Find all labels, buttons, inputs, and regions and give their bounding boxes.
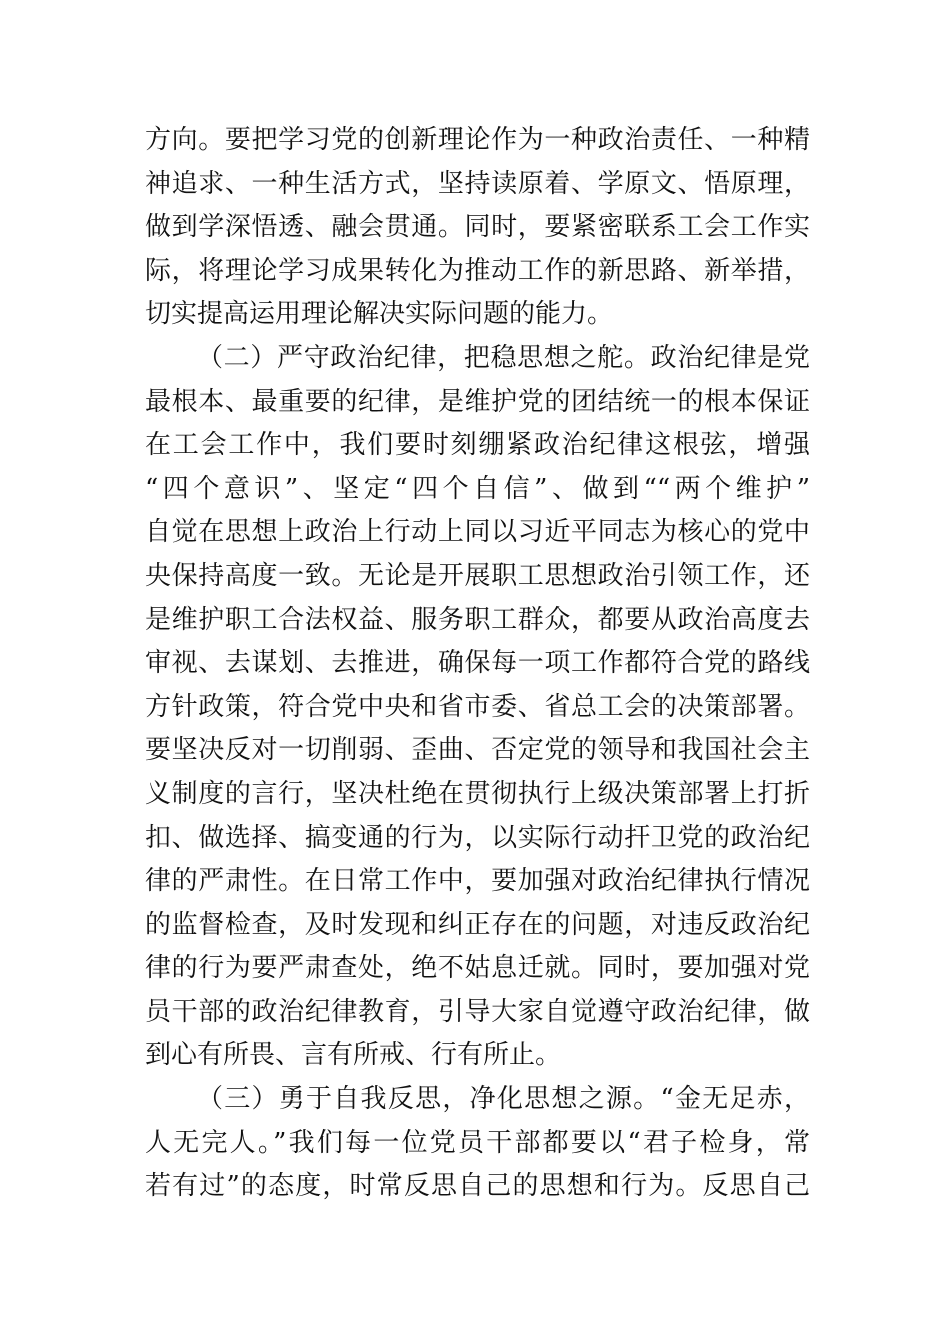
body-text	[145, 119, 810, 1209]
text-line: 扣、做选择、搞变通的行为，以实际行动扞卫党的政治纪	[145, 822, 810, 853]
text-line: 是维护职工合法权益、服务职工群众，都要从政治高度去	[145, 604, 810, 635]
text-line: 的监督检查，及时发现和纠正存在的问题，对违反政治纪	[145, 909, 810, 940]
text-line: 最根本、最重要的纪律，是维护党的团结统一的根本保证	[145, 386, 810, 417]
text-line: 要坚决反对一切削弱、歪曲、否定党的领导和我国社会主	[145, 735, 810, 766]
text-line: 若有过”的态度，时常反思自己的思想和行为。反思自己	[145, 1171, 810, 1202]
text-line: 方向。要把学习党的创新理论作为一种政治责任、一种精	[145, 125, 810, 155]
text-line: 切实提高运用理论解决实际问题的能力。	[145, 299, 614, 330]
text-line: 义制度的言行，坚决杜绝在贯彻执行上级决策部署上打折	[145, 778, 810, 809]
text-line: 人无完人。”我们每一位党员干部都要以“君子检身，常	[145, 1127, 810, 1158]
section-heading-line: （二）严守政治纪律，把稳思想之舵。政治纪律是党	[197, 342, 810, 373]
text-line: 自觉在思想上政治上行动上同以习近平同志为核心的党中	[145, 517, 810, 548]
text-line: 央保持高度一致。无论是开展职工思想政治引领工作，还	[145, 560, 810, 591]
text-line: 做到学深悟透、融会贯通。同时，要紧密联系工会工作实	[145, 212, 810, 243]
text-line: 审视、去谋划、去推进，确保每一项工作都符合党的路线	[145, 648, 810, 679]
text-line: 神追求、一种生活方式，坚持读原着、学原文、悟原理，	[145, 168, 810, 199]
text-line: 际，将理论学习成果转化为推动工作的新思路、新举措，	[145, 255, 810, 286]
text-line: 在工会工作中，我们要时刻绷紧政治纪律这根弦，增强	[145, 430, 810, 461]
text-line: 律的行为要严肃查处，绝不姑息迁就。同时，要加强对党	[145, 953, 810, 984]
text-line: 律的严肃性。在日常工作中，要加强对政治纪律执行情况	[145, 866, 810, 897]
text-line: 方针政策，符合党中央和省市委、省总工会的决策部署。	[145, 691, 810, 722]
text-line: 员干部的政治纪律教育，引导大家自觉遵守政治纪律，做	[145, 996, 810, 1027]
section-heading-line: （三）勇于自我反思，净化思想之源。“金无足赤，	[197, 1084, 810, 1115]
text-line: “四个意识”、坚定“四个自信”、做到““两个维护”	[145, 473, 810, 504]
text-line: 到心有所畏、言有所戒、行有所止。	[145, 1040, 562, 1071]
